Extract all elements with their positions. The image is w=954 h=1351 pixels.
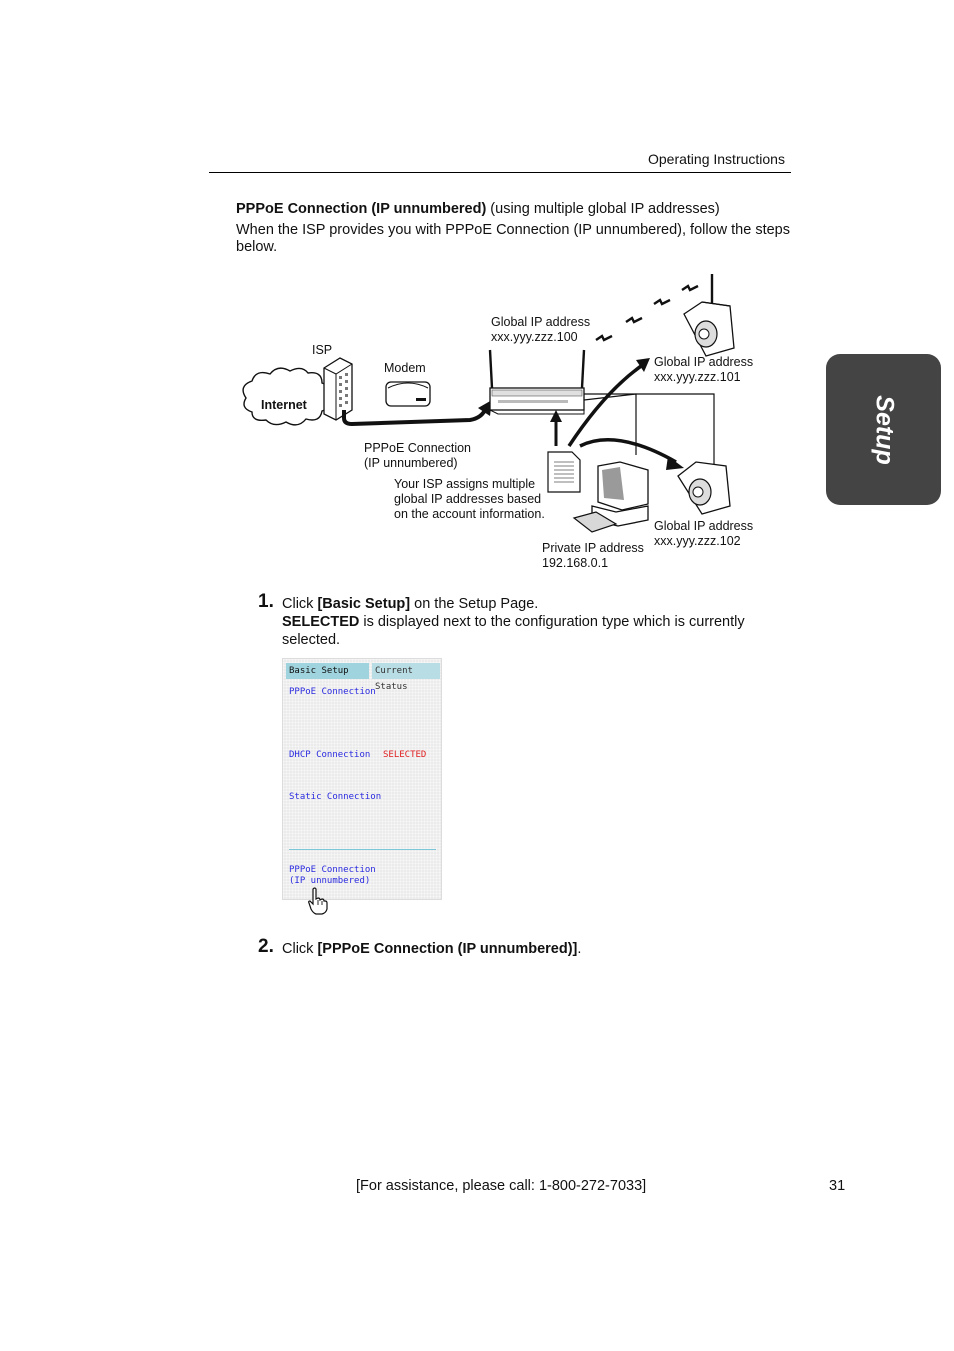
- internet-label: Internet: [261, 398, 307, 412]
- pppoe-label-line1: PPPoE Connection: [364, 441, 472, 455]
- pc-ip-value: 192.168.0.1: [542, 556, 609, 570]
- step-1-bold: [Basic Setup]: [317, 596, 411, 612]
- isp-note-line2: global IP addresses based: [394, 492, 542, 506]
- pc-ip-title: Private IP address: [542, 541, 644, 555]
- camera2-ip-label: [654, 519, 753, 549]
- camera1-ip-label: [654, 355, 753, 385]
- step-1-number: 1.: [258, 591, 274, 612]
- router-icon: [490, 350, 584, 414]
- pc-ip-label: [542, 541, 644, 571]
- pppoe-label: [364, 441, 471, 471]
- header-rule: [209, 172, 791, 173]
- step-1-pre: Click: [282, 596, 318, 612]
- network-camera-icon: [678, 462, 730, 514]
- isp-assign-note: [394, 477, 545, 522]
- tab-current-status[interactable]: Current Status: [372, 663, 440, 679]
- section-title: [236, 201, 720, 217]
- camera2-ip-title: Global IP address: [654, 519, 754, 533]
- step-2-bold: [PPPoE Connection (IP unnumbered)]: [317, 941, 578, 957]
- pppoe-label-line2: (IP unnumbered): [364, 456, 458, 470]
- divider: [289, 849, 436, 850]
- static-connection-link[interactable]: Static Connection: [289, 792, 382, 802]
- wireless-signal-icon: [596, 286, 698, 340]
- router-ip-title: Global IP address: [491, 315, 591, 329]
- step-1-post: on the Setup Page.: [410, 596, 539, 612]
- internet-cloud-icon: [243, 368, 330, 425]
- assistance-footer: [For assistance, please call: 1-800-272-7033]: [356, 1178, 647, 1194]
- setup-side-tab: [826, 354, 941, 505]
- step-1-line2: is displayed next to the configuration type which is currently selected.: [282, 614, 745, 648]
- isp-note-line3: on the account information.: [394, 507, 545, 521]
- step-2-pre: Click: [282, 941, 318, 957]
- running-header: Operating Instructions: [648, 151, 785, 167]
- intro-paragraph: When the ISP provides you with PPPoE Connection (IP unnumbered), follow the steps below.: [236, 222, 790, 255]
- router-ip-value: xxx.yyy.zzz.100: [491, 330, 578, 344]
- camera1-ip-value: xxx.yyy.zzz.101: [654, 370, 741, 384]
- selected-status: SELECTED: [383, 750, 427, 760]
- pppoe-unnumbered-link[interactable]: [289, 865, 376, 887]
- step-2-number: 2.: [258, 936, 274, 957]
- network-camera-icon: [684, 274, 734, 356]
- basic-setup-screenshot: [282, 658, 442, 900]
- step-2-post: .: [577, 941, 582, 957]
- router-ip-label: [491, 315, 590, 345]
- isp-note-line1: Your ISP assigns multiple: [394, 477, 536, 491]
- isp-building-icon: [324, 358, 352, 420]
- dhcp-connection-link[interactable]: DHCP Connection: [289, 750, 371, 760]
- tab-basic-setup[interactable]: Basic Setup: [286, 663, 369, 679]
- step-1-text: [282, 595, 762, 649]
- network-diagram: [236, 270, 796, 580]
- setup-side-tab-label: Setup: [870, 394, 898, 465]
- pppoe-connection-link[interactable]: PPPoE Connection: [289, 687, 376, 697]
- section-title-bold: PPPoE Connection (IP unnumbered): [236, 201, 487, 217]
- isp-label: ISP: [312, 343, 333, 357]
- computer-icon: [574, 462, 648, 532]
- document-icon: [548, 452, 580, 492]
- camera1-ip-title: Global IP address: [654, 355, 754, 369]
- hand-cursor-icon: [307, 887, 329, 915]
- pppoe-unnumbered-line2: (IP unnumbered): [289, 876, 371, 886]
- step-2-text: [282, 940, 762, 958]
- section-title-rest: (using multiple global IP addresses): [486, 201, 720, 217]
- pppoe-unnumbered-line1: PPPoE Connection: [289, 865, 376, 875]
- page-number: 31: [829, 1178, 846, 1194]
- camera2-ip-value: xxx.yyy.zzz.102: [654, 534, 741, 548]
- modem-icon: [386, 382, 430, 406]
- step-1-selected-bold: SELECTED: [282, 614, 360, 630]
- modem-label: Modem: [384, 361, 426, 375]
